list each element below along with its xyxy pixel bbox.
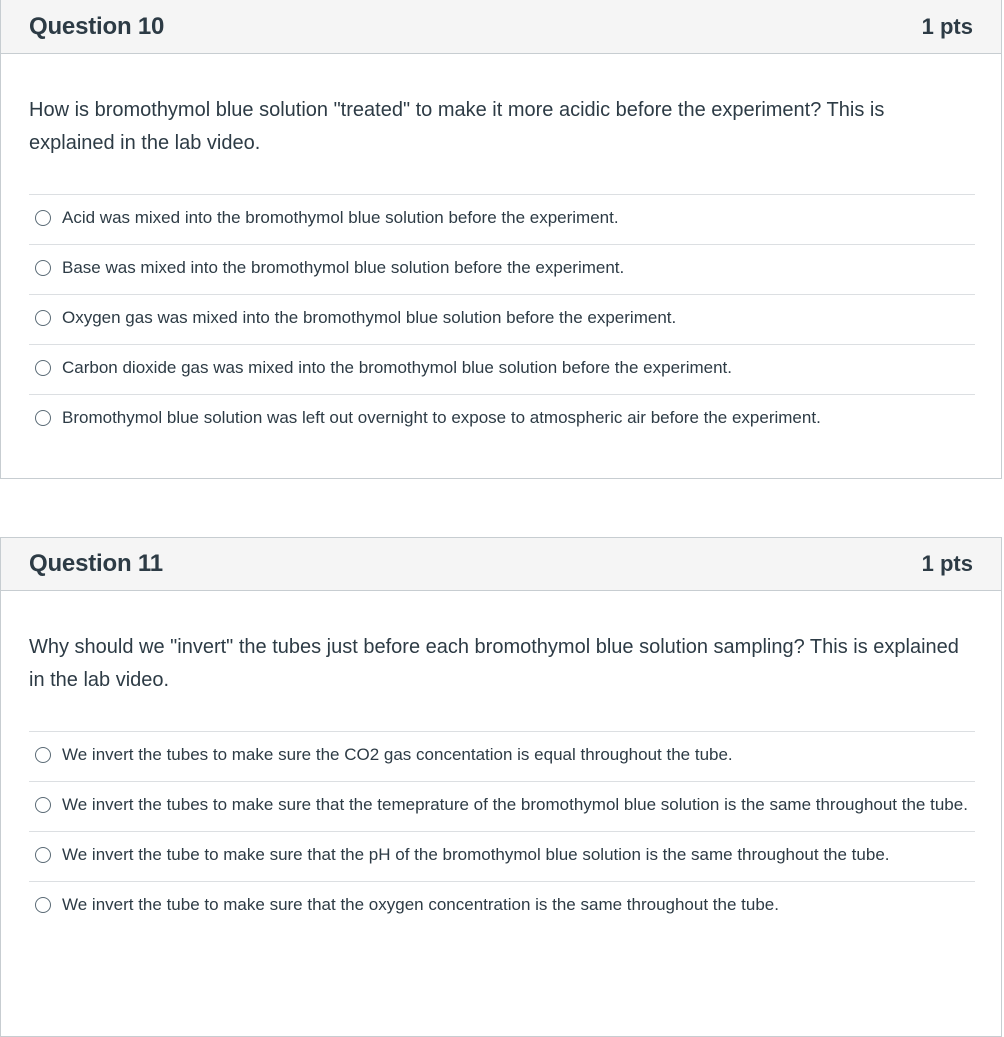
radio-button[interactable] (35, 310, 51, 326)
radio-button[interactable] (35, 210, 51, 226)
answer-option[interactable] (29, 832, 975, 882)
question-header (1, 0, 1001, 54)
question-text: Why should we "invert" the tubes just before each bromothymol blue solution sampling? This is explained in the lab video. (29, 636, 959, 691)
question-text: How is bromothymol blue solution "treated" to make it more acidic before the experiment? This is explained in the lab video. (29, 99, 885, 154)
question-header (1, 538, 1001, 591)
radio-button[interactable] (35, 847, 51, 863)
question-body (1, 591, 1001, 931)
answer-label[interactable]: We invert the tube to make sure that the pH of the bromothymol blue solution is the same throughout the tube. (62, 845, 890, 864)
radio-button[interactable] (35, 360, 51, 376)
answer-label[interactable]: We invert the tube to make sure that the oxygen concentration is the same throughout the tube. (62, 895, 779, 914)
question-title: Question 11 (29, 550, 163, 577)
answer-label[interactable]: Carbon dioxide gas was mixed into the bromothymol blue solution before the experiment. (62, 358, 732, 377)
answer-label[interactable]: Oxygen gas was mixed into the bromothymol blue solution before the experiment. (62, 308, 677, 327)
question-11-card (0, 537, 1002, 1037)
answer-option[interactable] (29, 195, 975, 245)
question-10-card (0, 0, 1002, 479)
radio-button[interactable] (35, 747, 51, 763)
answer-option[interactable] (29, 782, 975, 832)
answer-label[interactable]: Bromothymol blue solution was left out overnight to expose to atmospheric air before the experiment. (62, 408, 821, 427)
question-title: Question 10 (29, 12, 165, 40)
answer-option[interactable] (29, 882, 975, 931)
question-body (1, 54, 1001, 444)
radio-button[interactable] (35, 410, 51, 426)
answer-label[interactable]: Base was mixed into the bromothymol blue solution before the experiment. (62, 258, 625, 277)
answer-option[interactable] (29, 295, 975, 345)
answer-label[interactable]: We invert the tubes to make sure that the temeprature of the bromothymol blue solution is the same throughout the tube. (62, 795, 968, 814)
answer-label[interactable]: Acid was mixed into the bromothymol blue solution before the experiment. (62, 208, 619, 227)
radio-button[interactable] (35, 797, 51, 813)
answer-list (29, 731, 975, 931)
answer-option[interactable] (29, 732, 975, 782)
answer-option[interactable] (29, 345, 975, 395)
radio-button[interactable] (35, 260, 51, 276)
answer-label[interactable]: We invert the tubes to make sure the CO2 gas concentation is equal throughout the tube. (62, 745, 733, 764)
answer-option[interactable] (29, 395, 975, 444)
question-points: 1 pts (921, 551, 973, 576)
question-points: 1 pts (921, 13, 973, 39)
answer-list (29, 194, 975, 444)
answer-option[interactable] (29, 245, 975, 295)
radio-button[interactable] (35, 897, 51, 913)
